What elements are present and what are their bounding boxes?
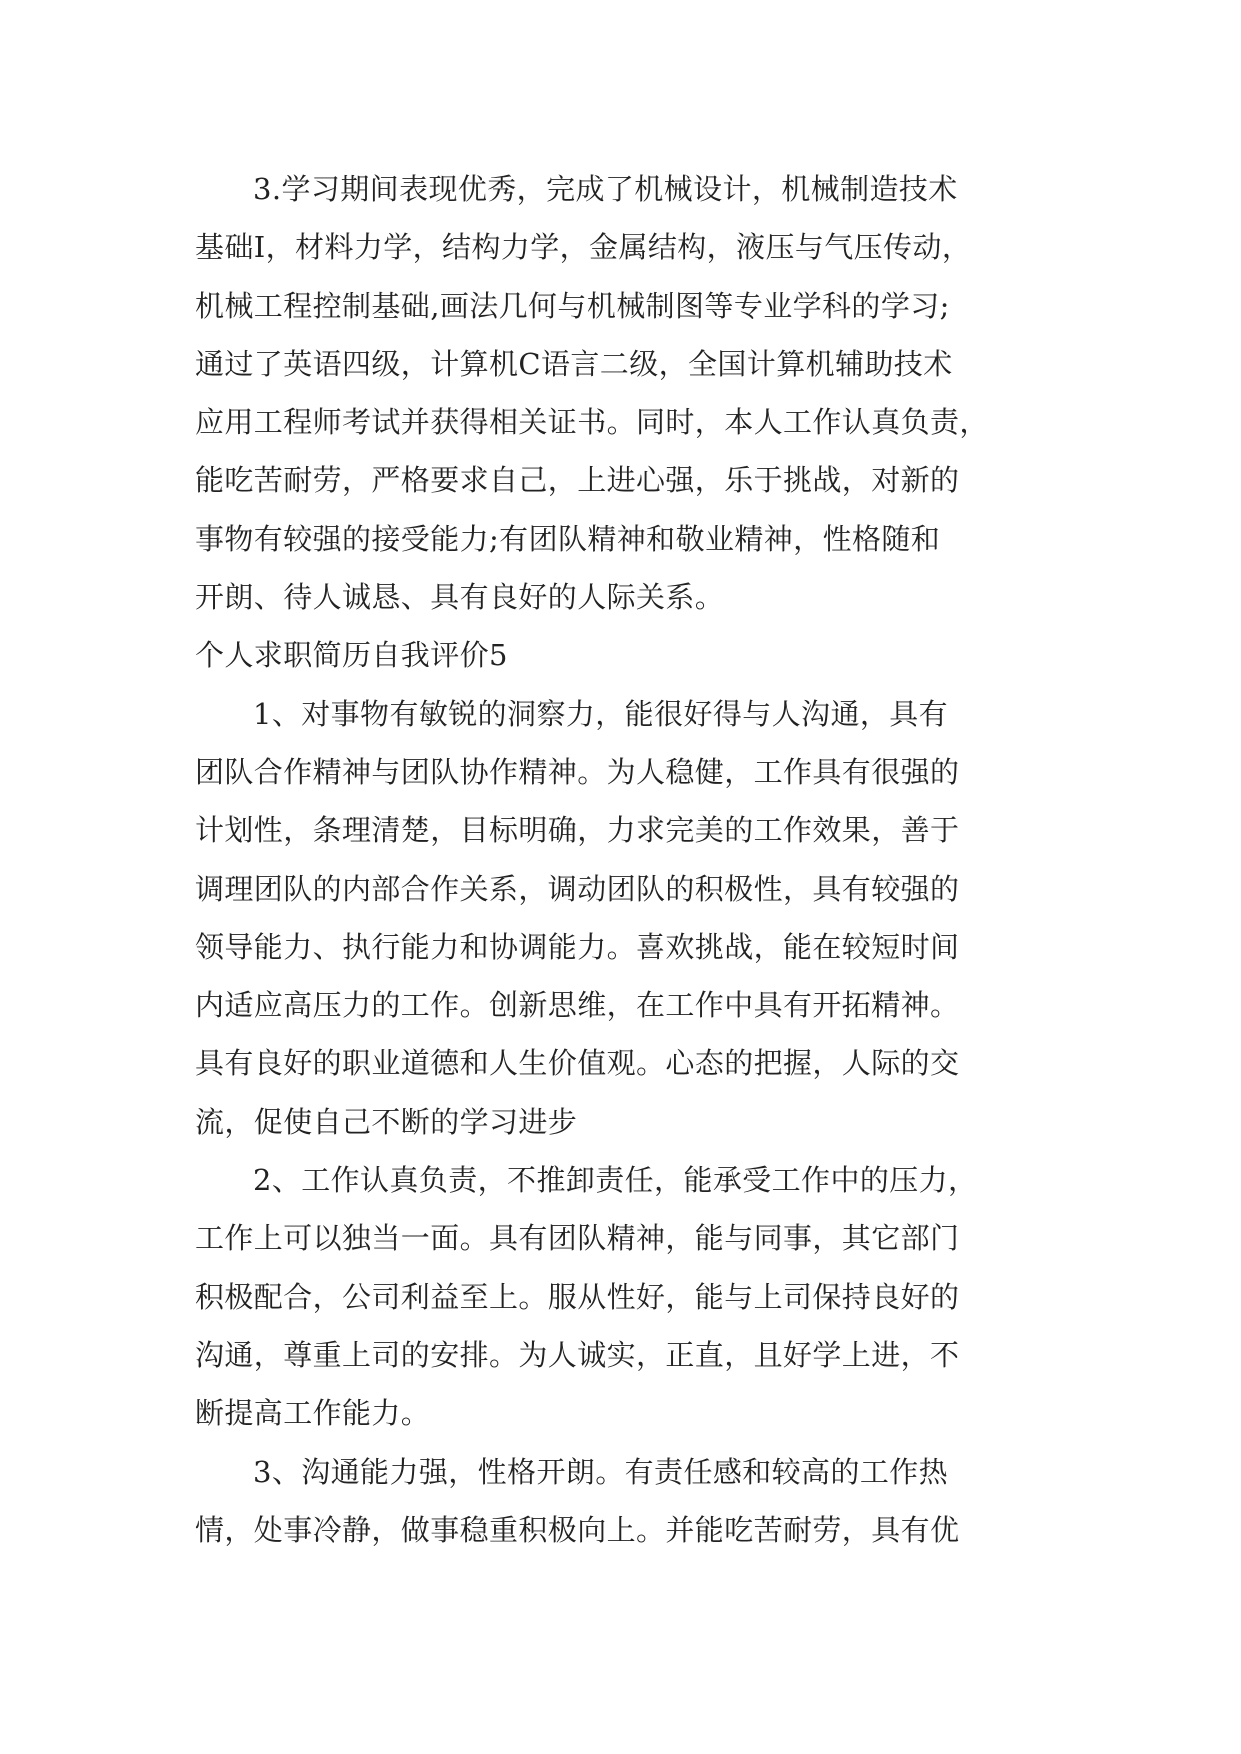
section-heading: 个人求职简历自我评价5 <box>195 638 508 673</box>
text-line: 调理团队的内部合作关系，调动团队的积极性，具有较强的 <box>195 871 960 906</box>
text-line: 工作上可以独当一面。具有团队精神，能与同事，其它部门 <box>195 1221 960 1256</box>
paragraph-point-1 <box>195 685 1070 1151</box>
document-body <box>195 160 1070 1559</box>
paragraph-point-2 <box>195 1151 1070 1442</box>
text-line: 积极配合，公司利益至上。服从性好，能与上司保持良好的 <box>195 1279 960 1314</box>
text-line: 事物有较强的接受能力;有团队精神和敬业精神，性格随和 <box>195 521 941 556</box>
text-line: 计划性，条理清楚，目标明确，力求完美的工作效果，善于 <box>195 813 960 848</box>
text-line: 情，处事冷静，做事稳重积极向上。并能吃苦耐劳，具有优 <box>195 1512 960 1547</box>
text-line: 能吃苦耐劳，严格要求自己，上进心强，乐于挑战，对新的 <box>195 463 960 498</box>
paragraph-education <box>195 160 1070 626</box>
text-line: 内适应高压力的工作。创新思维，在工作中具有开拓精神。 <box>195 988 960 1023</box>
text-line: 2、工作认真负责，不推卸责任，能承受工作中的压力， <box>253 1163 978 1198</box>
text-line: 具有良好的职业道德和人生价值观。心态的把握，人际的交 <box>195 1046 960 1081</box>
text-line: 领导能力、执行能力和协调能力。喜欢挑战，能在较短时间 <box>195 929 960 964</box>
text-line: 基础Ⅰ，材料力学，结构力学，金属结构，液压与气压传动， <box>195 230 972 265</box>
text-line: 沟通，尊重上司的安排。为人诚实，正直，且好学上进，不 <box>195 1337 960 1372</box>
text-line: 流，促使自己不断的学习进步 <box>195 1104 578 1139</box>
text-line: 机械工程控制基础,画法几何与机械制图等专业学科的学习; <box>195 288 950 323</box>
text-line: 3.学习期间表现优秀，完成了机械设计，机械制造技术 <box>253 172 958 206</box>
text-line: 断提高工作能力。 <box>195 1396 431 1431</box>
text-line: 团队合作精神与团队协作精神。为人稳健，工作具有很强的 <box>195 754 960 789</box>
text-line: 应用工程师考试并获得相关证书。同时，本人工作认真负责， <box>195 405 989 440</box>
text-line: 开朗、待人诚恳、具有良好的人际关系。 <box>195 580 725 615</box>
paragraph-point-3 <box>195 1443 1070 1560</box>
text-line: 1、对事物有敏锐的洞察力，能很好得与人沟通，具有 <box>253 696 949 731</box>
text-line: 3、沟通能力强，性格开朗。有责任感和较高的工作热 <box>253 1454 949 1489</box>
text-line: 通过了英语四级，计算机C语言二级，全国计算机辅助技术 <box>195 346 953 381</box>
